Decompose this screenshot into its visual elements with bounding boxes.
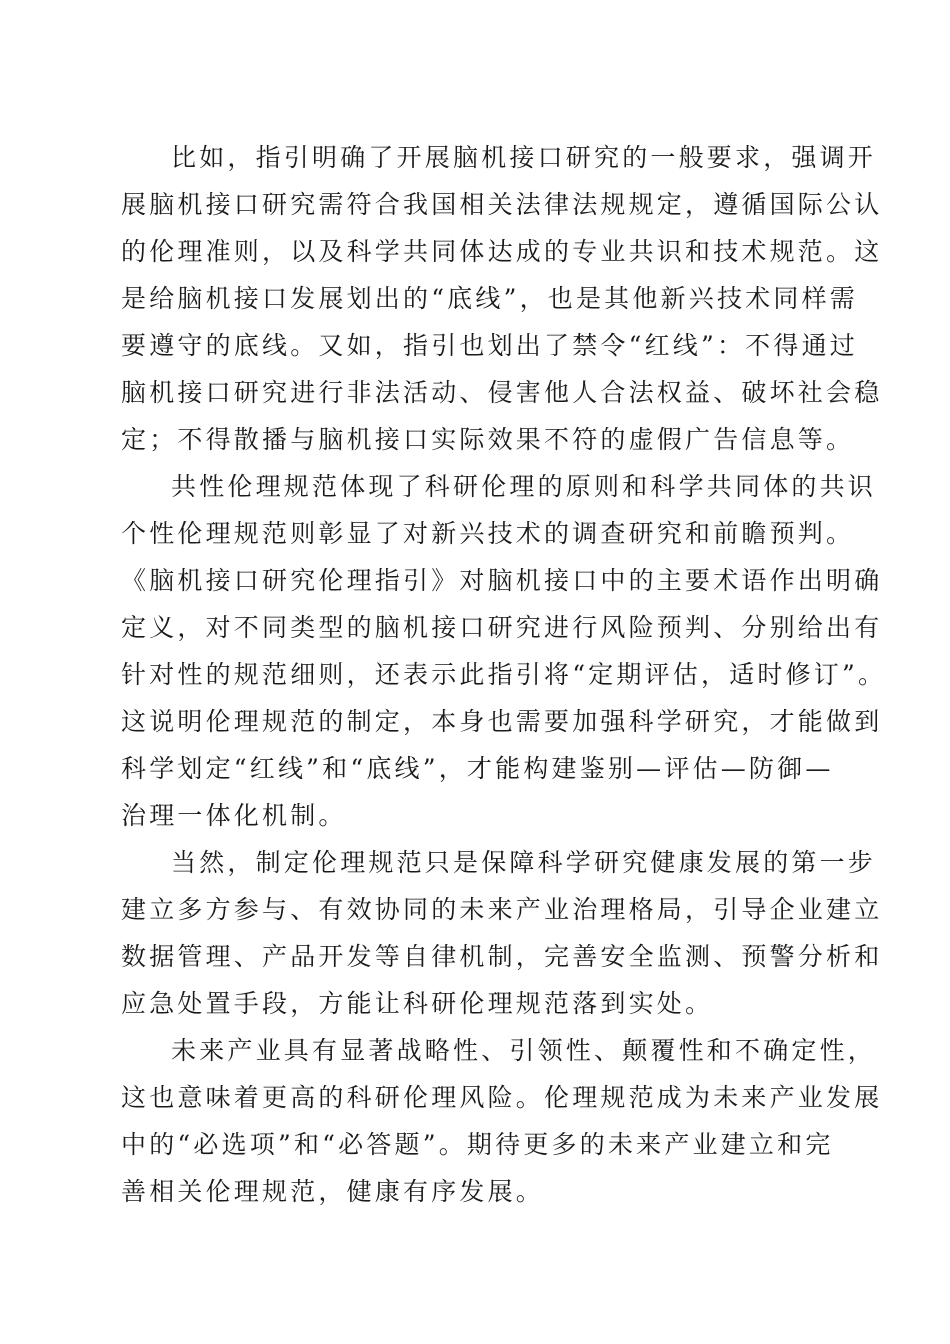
- paragraph-1-line-7: 定；不得散播与脑机接口实际效果不符的虚假广告信息等。: [121, 425, 855, 454]
- paragraph-2-line-3: 《脑机接口研究伦理指引》对脑机接口中的主要术语作出明确: [121, 566, 883, 595]
- paragraph-2-line-8: 治理一体化机制。: [121, 801, 347, 830]
- paragraph-1-line-4: 是给脑机接口发展划出的“底线”，也是其他新兴技术同样需: [121, 284, 858, 313]
- paragraph-2-line-1: 共性伦理规范体现了科研伦理的原则和科学共同体的共识: [171, 472, 877, 501]
- paragraph-1-line-5: 要遵守的底线。又如，指引也划出了禁令“红线”：不得通过: [121, 331, 858, 360]
- paragraph-1-line-1: 比如，指引明确了开展脑机接口研究的一般要求，强调开: [171, 143, 877, 172]
- paragraph-3-line-2: 建立多方参与、有效协同的未来产业治理格局，引导企业建立: [121, 895, 883, 924]
- paragraph-3-line-4: 应急处置手段，方能让科研伦理规范落到实处。: [121, 989, 714, 1018]
- paragraph-3-line-1: 当然，制定伦理规范只是保障科学研究健康发展的第一步: [171, 848, 877, 877]
- paragraph-4-line-3: 中的“必选项”和“必答题”。期待更多的未来产业建立和完: [121, 1130, 834, 1159]
- paragraph-2-line-4: 定义，对不同类型的脑机接口研究进行风险预判、分别给出有: [121, 613, 883, 642]
- paragraph-4-line-1: 未来产业具有显著战略性、引领性、颠覆性和不确定性，: [171, 1036, 877, 1065]
- paragraph-4-line-2: 这也意味着更高的科研伦理风险。伦理规范成为未来产业发展: [121, 1083, 883, 1112]
- paragraph-3-line-3: 数据管理、产品开发等自律机制，完善安全监测、预警分析和: [121, 942, 883, 971]
- paragraph-4-line-4: 善相关伦理规范，健康有序发展。: [121, 1177, 545, 1206]
- paragraph-2-line-7: 科学划定“红线”和“底线”，才能构建鉴别—评估—防御—: [121, 754, 834, 783]
- paragraph-2-line-5: 针对性的规范细则，还表示此指引将“定期评估，适时修订”。: [121, 660, 887, 689]
- paragraph-2-line-6: 这说明伦理规范的制定，本身也需要加强科学研究，才能做到: [121, 707, 883, 736]
- paragraph-1-line-6: 脑机接口研究进行非法活动、侵害他人合法权益、破坏社会稳: [121, 378, 883, 407]
- paragraph-2-line-2: 个性伦理规范则彰显了对新兴技术的调查研究和前瞻预判。: [121, 519, 855, 548]
- paragraph-1-line-3: 的伦理准则，以及科学共同体达成的专业共识和技术规范。这: [121, 237, 883, 266]
- paragraph-1-line-2: 展脑机接口研究需符合我国相关法律法规规定，遵循国际公认: [121, 190, 883, 219]
